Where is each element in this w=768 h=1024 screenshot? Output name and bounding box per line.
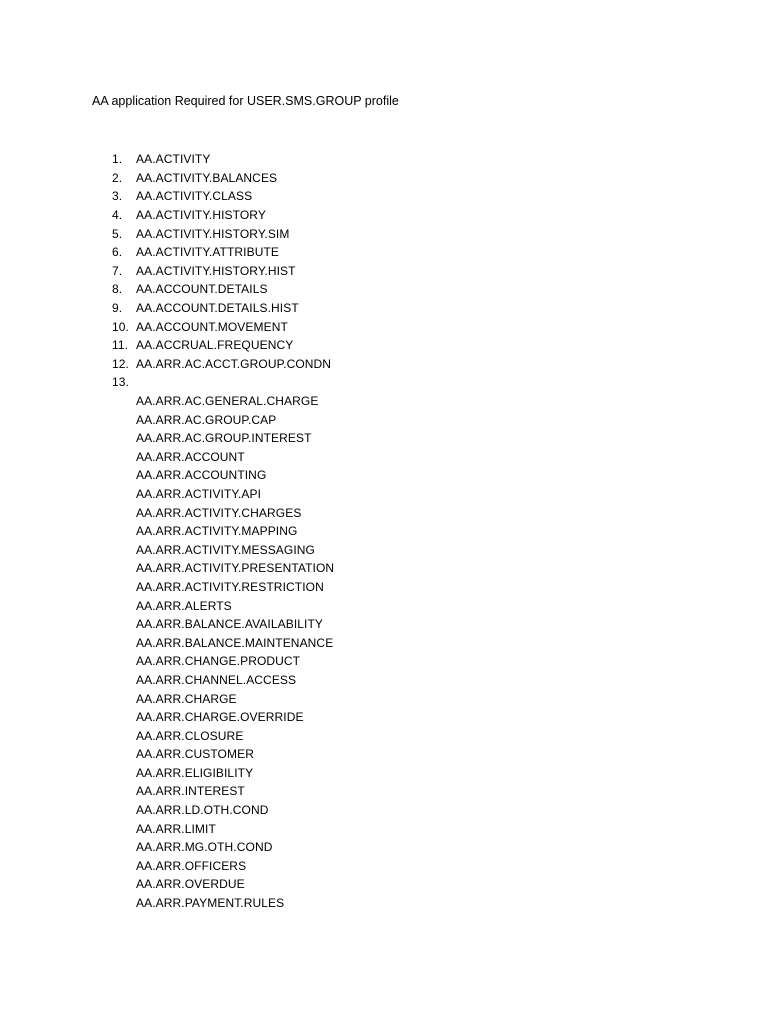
list-item <box>92 392 692 411</box>
list-item-text: AA.ARR.LD.OTH.COND <box>136 803 269 818</box>
list-item-number: 2. <box>112 170 123 185</box>
list-item-text: AA.ARR.AC.GROUP.INTEREST <box>136 431 312 446</box>
list-item-text: AA.ARR.ACTIVITY.MESSAGING <box>136 542 315 557</box>
list-item-text: AA.ARR.CHANGE.PRODUCT <box>136 654 301 669</box>
list-item <box>92 503 692 522</box>
list-item <box>92 150 692 169</box>
list-item-text: AA.ARR.OVERDUE <box>136 877 245 892</box>
list-item <box>92 206 692 225</box>
list-item-number: 5. <box>112 226 123 241</box>
list-item <box>92 615 692 634</box>
list-item-text: AA.ARR.CUSTOMER <box>136 747 254 762</box>
list-item <box>92 745 692 764</box>
list-item-text: AA.ACTIVITY.BALANCES <box>136 170 278 185</box>
list-item <box>92 708 692 727</box>
numbered-list <box>92 150 692 392</box>
list-item-number: 4. <box>112 208 123 223</box>
list-item-number: 9. <box>112 301 123 316</box>
list-item-text: AA.ACTIVITY.ATTRIBUTE <box>136 245 280 260</box>
list-item-text: AA.ARR.OFFICERS <box>136 858 247 873</box>
list-item-text: AA.ARR.ACTIVITY.MAPPING <box>136 524 298 539</box>
list-item-text: AA.ARR.ACCOUNTING <box>136 468 267 483</box>
list-item-text: AA.ARR.CHARGE.OVERRIDE <box>136 710 304 725</box>
list-item-text: AA.ARR.CLOSURE <box>136 728 244 743</box>
list-item-number: 10. <box>112 319 129 334</box>
list-item-text: AA.ARR.ACCOUNT <box>136 449 245 464</box>
list-item <box>92 466 692 485</box>
list-item-text: AA.ARR.ACTIVITY.API <box>136 486 262 501</box>
list-item <box>92 336 692 355</box>
list-item-text: AA.ACTIVITY.HISTORY.HIST <box>136 263 296 278</box>
list-item <box>92 429 692 448</box>
list-item <box>92 280 692 299</box>
list-item-text: AA.ARR.ACTIVITY.CHARGES <box>136 505 302 520</box>
list-item-text: AA.ARR.BALANCE.MAINTENANCE <box>136 635 334 650</box>
list-item <box>92 317 692 336</box>
list-item <box>92 875 692 894</box>
list-item <box>92 559 692 578</box>
list-item <box>92 689 692 708</box>
list-item <box>92 894 692 913</box>
list-item <box>92 187 692 206</box>
list-item-text: AA.ARR.PAYMENT.RULES <box>136 896 285 911</box>
list-item-number: 7. <box>112 263 123 278</box>
list-item <box>92 819 692 838</box>
list-item-text: AA.ARR.ELIGIBILITY <box>136 765 254 780</box>
list-item-text: AA.ACCOUNT.DETAILS.HIST <box>136 301 299 316</box>
list-item-text: AA.ACCOUNT.DETAILS <box>136 282 268 297</box>
list-item-text: AA.ARR.ACTIVITY.PRESENTATION <box>136 561 335 576</box>
list-item-text: AA.ACCRUAL.FREQUENCY <box>136 338 294 353</box>
list-item <box>92 522 692 541</box>
list-item-text: AA.ARR.CHANNEL.ACCESS <box>136 672 297 687</box>
list-item <box>92 410 692 429</box>
list-item-number: 6. <box>112 245 123 260</box>
list-item <box>92 726 692 745</box>
list-item-text: AA.ARR.AC.ACCT.GROUP.CONDN <box>136 356 332 371</box>
list-item-text: AA.ARR.MG.OTH.COND <box>136 840 273 855</box>
list-item-text: AA.ARR.BALANCE.AVAILABILITY <box>136 617 323 632</box>
list-item <box>92 262 692 281</box>
list-item <box>92 838 692 857</box>
list-item <box>92 540 692 559</box>
list-item <box>92 243 692 262</box>
list-item-number: 3. <box>112 189 123 204</box>
list-item <box>92 596 692 615</box>
list-item <box>92 485 692 504</box>
list-item <box>92 578 692 597</box>
list-item <box>92 671 692 690</box>
list-item-text: AA.ARR.ACTIVITY.RESTRICTION <box>136 579 324 594</box>
list-item-number: 8. <box>112 282 123 297</box>
list-item-number: 1. <box>112 152 123 167</box>
list-item <box>92 169 692 188</box>
list-item <box>92 373 692 392</box>
list-item-text: AA.ACTIVITY <box>136 152 211 167</box>
list-item-text: AA.ARR.INTEREST <box>136 784 245 799</box>
list-item-text: AA.ARR.CHARGE <box>136 691 237 706</box>
list-item-text: AA.ARR.AC.GROUP.CAP <box>136 412 277 427</box>
list-item <box>92 801 692 820</box>
list-item-text: AA.ACTIVITY.HISTORY.SIM <box>136 226 290 241</box>
list-item <box>92 652 692 671</box>
list-item-number: 12. <box>112 356 129 371</box>
list-item-number: 11. <box>112 338 129 353</box>
document-title: AA application Required for USER.SMS.GROUP profile <box>92 94 399 108</box>
list-item-text: AA.ACCOUNT.MOVEMENT <box>136 319 288 334</box>
list-item <box>92 857 692 876</box>
list-item <box>92 764 692 783</box>
list-item <box>92 299 692 318</box>
list-item-text: AA.ACTIVITY.CLASS <box>136 189 253 204</box>
list-item <box>92 633 692 652</box>
list-item-text: AA.ACTIVITY.HISTORY <box>136 208 266 223</box>
list-item-text: AA.ARR.ALERTS <box>136 598 232 613</box>
list-item <box>92 224 692 243</box>
list-item-text: AA.ARR.AC.GENERAL.CHARGE <box>136 394 319 409</box>
list-item <box>92 782 692 801</box>
list-item-text: AA.ARR.LIMIT <box>136 821 216 836</box>
list-item <box>92 355 692 374</box>
continued-list <box>92 392 692 913</box>
list-item <box>92 448 692 467</box>
list-item-number: 13. <box>112 375 129 390</box>
application-list <box>92 150 692 912</box>
